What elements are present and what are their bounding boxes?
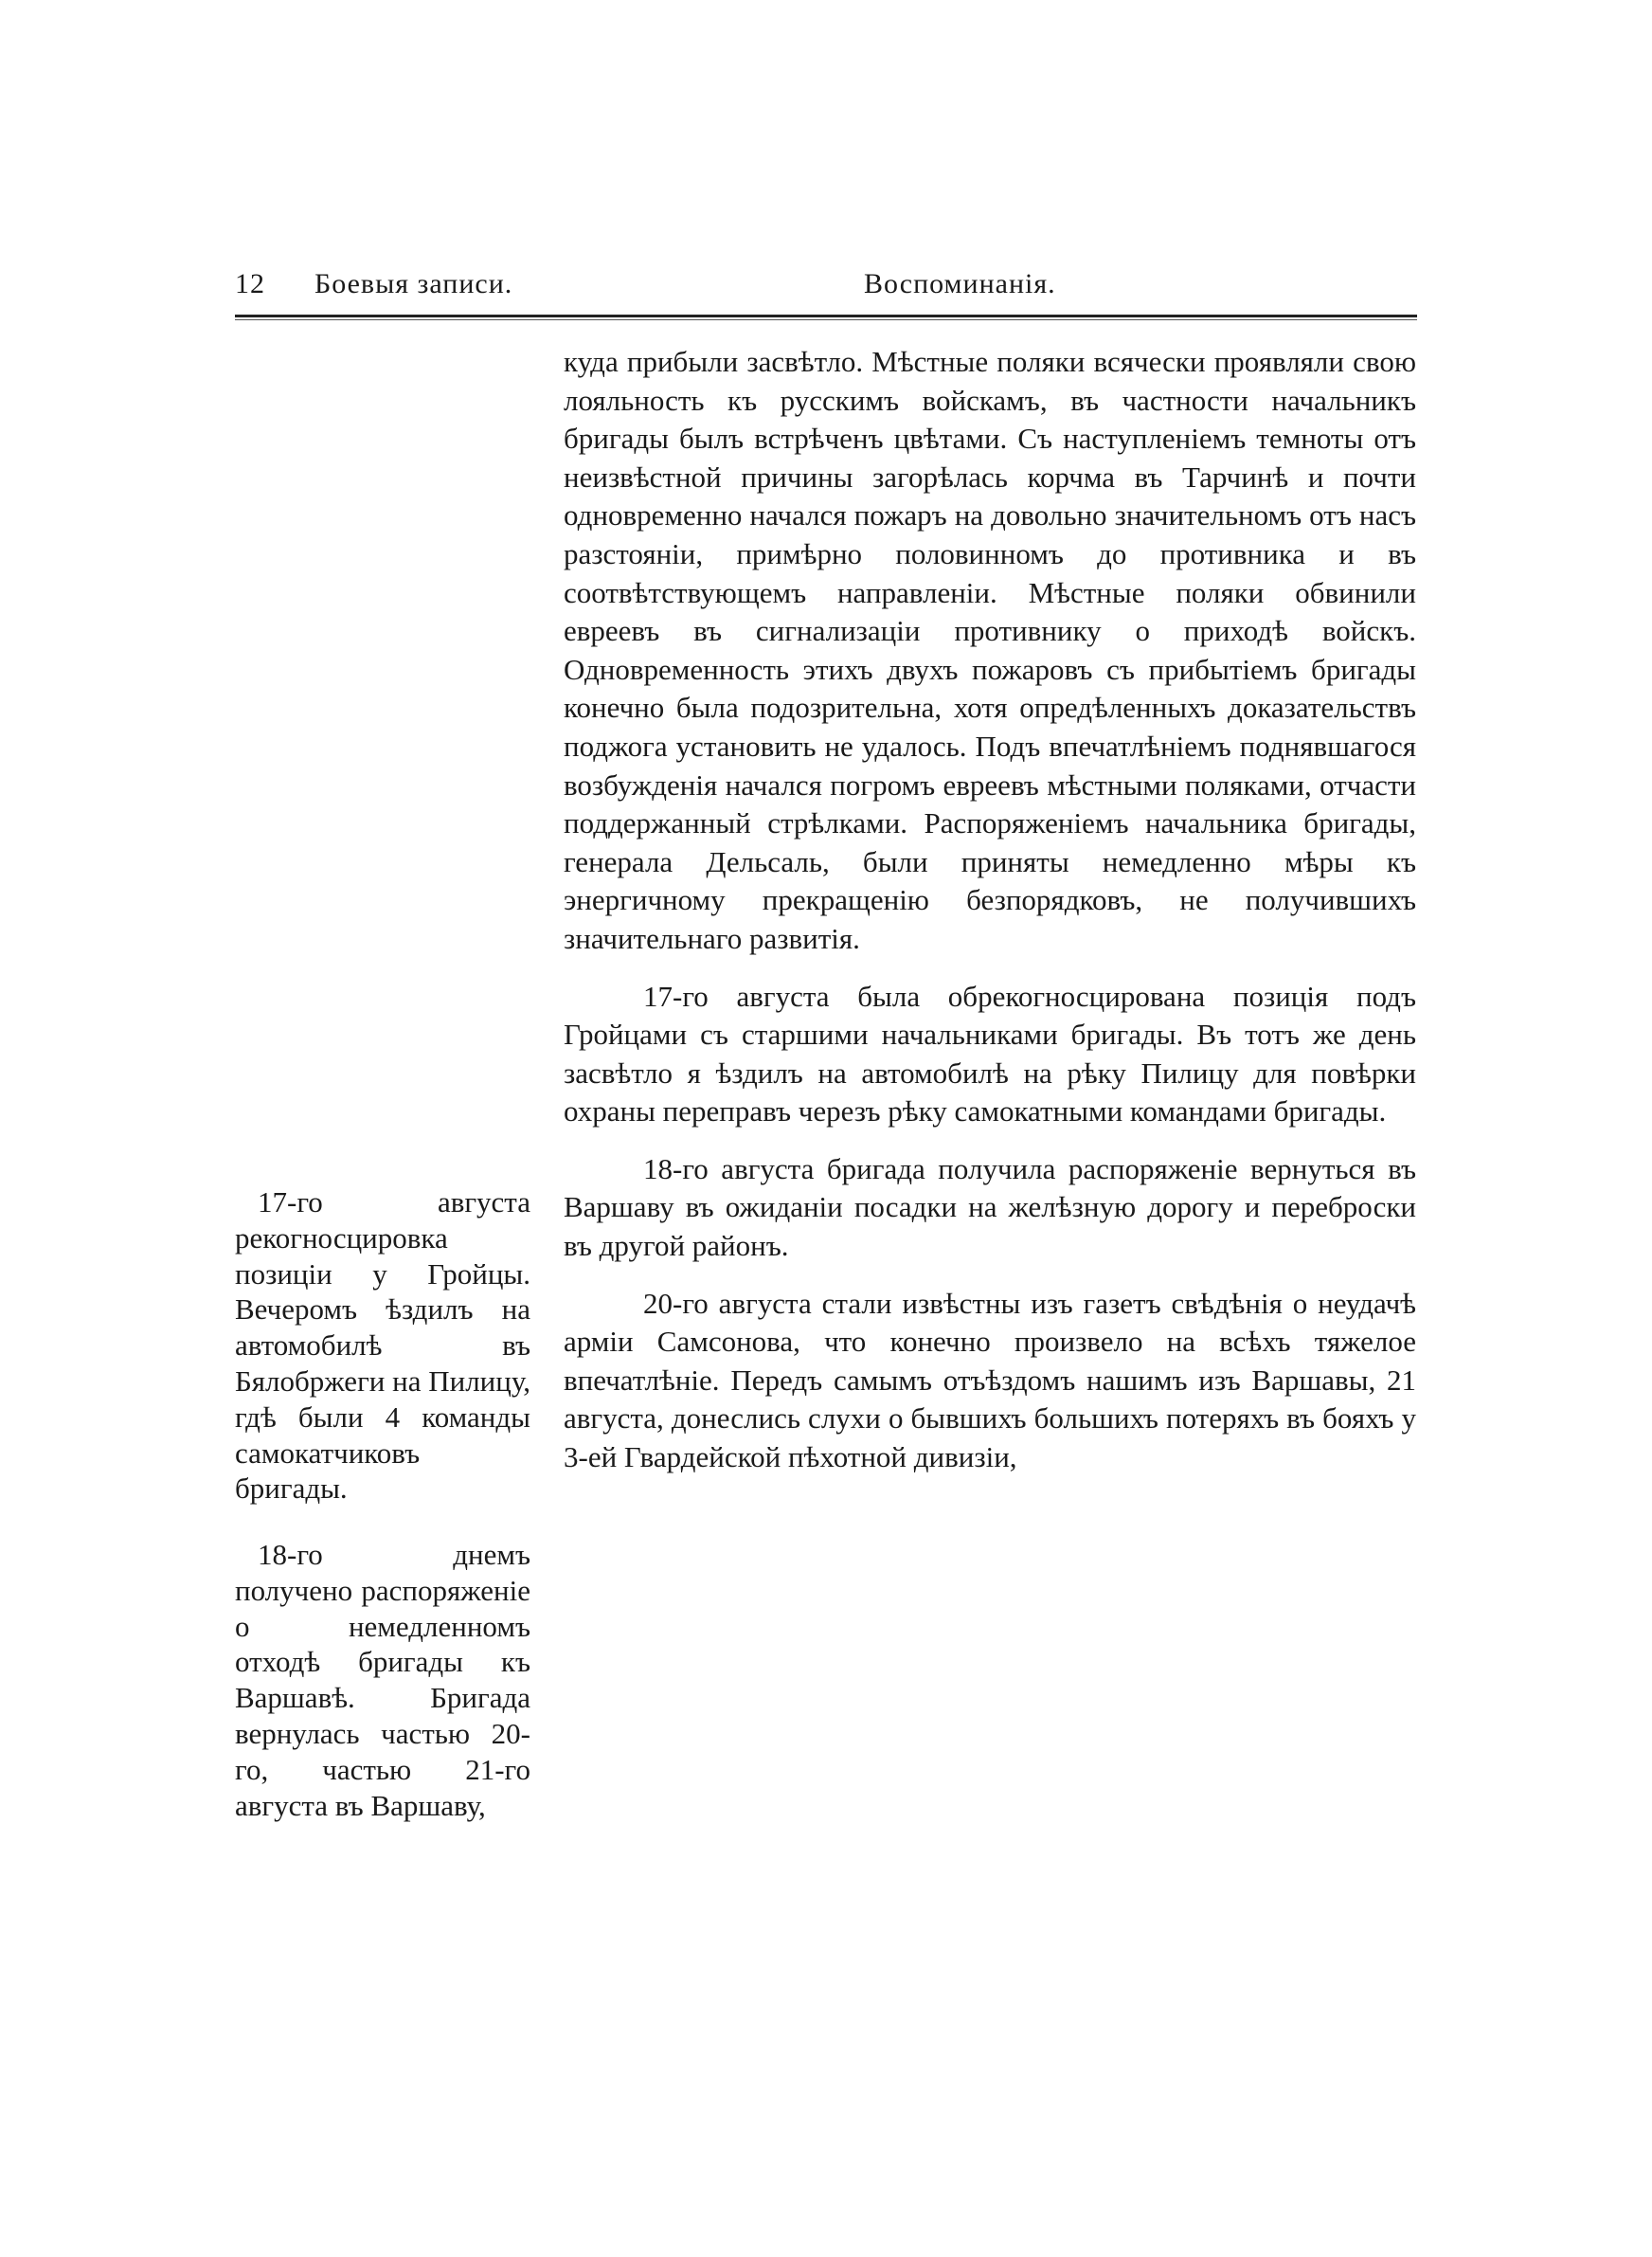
header-rule — [235, 315, 1417, 320]
paragraph: 17-го августа была обрекогносцирована позиція подъ Гройцами съ старшими начальниками бригады. Въ тотъ же день засвѣтло я ѣздилъ на автомобилѣ на рѣку Пилицу для повѣрки охраны переправъ черезъ рѣку самокатными командами бригады. — [564, 979, 1416, 1128]
margin-note-text: 18-го днемъ получено распоряженіе о немедленномъ отходѣ бригады къ Варшавѣ. Бригада вернулась частью 20-го, частью 21-го августа въ Варшаву, — [235, 1538, 530, 1822]
paragraph: 18-го августа бригада получила распоряженіе вернуться въ Варшаву въ ожиданіи посадки на желѣзную дорогу и переброски въ другой районъ. — [564, 1151, 1416, 1263]
main-text-column — [564, 343, 1416, 1496]
paragraph: куда прибыли засвѣтло. Мѣстные поляки всячески проявляли свою лояльность къ русскимъ войскамъ, въ частности начальникъ бригады былъ встрѣченъ цвѣтами. Съ наступленіемъ темноты отъ неизвѣстной причины загорѣлась корчма въ Тарчинѣ и почти одновременно начался пожаръ на довольно значительномъ отъ насъ разстояніи, примѣрно половинномъ до противника и въ соотвѣтствующемъ направленіи. Мѣстные поляки обвинили евреевъ въ сигнализаціи противнику о приходѣ войскъ. Одновременность этихъ двухъ пожаровъ съ прибытіемъ бригады конечно была подозрительна, хотя опредѣленныхъ доказательствъ поджога установить не удалось. Подъ впечатлѣніемъ поднявшагося возбужденія начался погромъ евреевъ мѣстными поляками, отчасти поддержанный стрѣлками. Распоряженіемъ начальника бригады, генерала Дельсаль, были приняты немедленно мѣры къ энергичному прекращенію безпорядковъ, не получившихъ значительнаго развитія. — [564, 345, 1416, 955]
margin-note-text: 17-го августа рекогносцировка позиціи у Гройцы. Вечеромъ ѣздилъ на автомобилѣ въ Бялобржеги на Пилицу, гдѣ были 4 команды самокатчиковъ бригады. — [235, 1185, 530, 1506]
margin-note — [235, 1537, 530, 1823]
margin-note — [235, 1184, 530, 1507]
page-number: 12 — [235, 268, 265, 299]
header-section-title: Боевыя записи. — [314, 268, 513, 299]
paragraph: 20-го августа стали извѣстны изъ газетъ свѣдѣнія о неудачѣ арміи Самсонова, что конечно произвело на всѣхъ тяжелое впечатлѣніе. Передъ самымъ отъѣздомъ нашимъ изъ Варшавы, 21 августа, донеслись слухи о бывшихъ большихъ потеряхъ въ бояхъ у 3-ей Гвардейской пѣхотной дивизіи, — [564, 1286, 1416, 1474]
header-chapter-title: Воспоминанія. — [864, 268, 1056, 299]
running-header — [235, 268, 1419, 316]
